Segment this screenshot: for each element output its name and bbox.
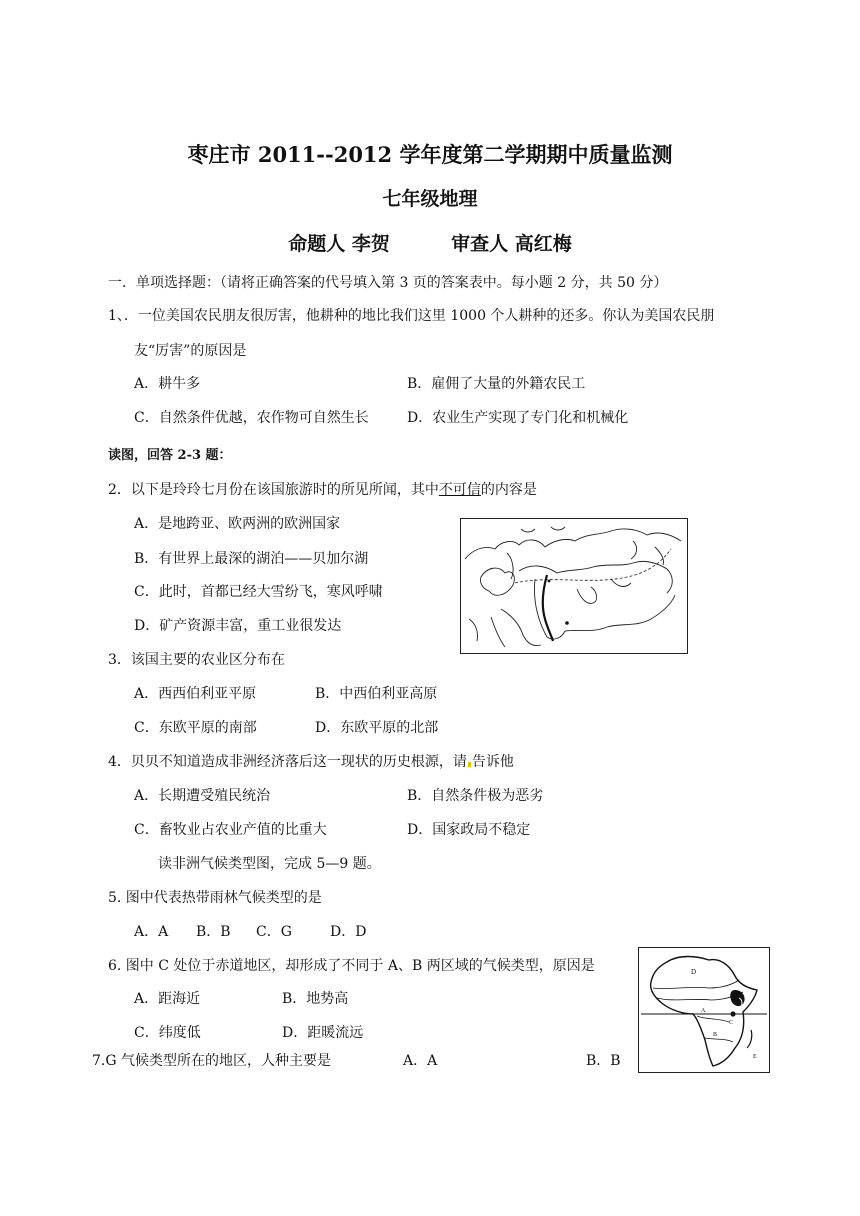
q4-stem-post: 告诉他 (471, 754, 514, 770)
q5-stem: 5. 图中代表热带雨林气候类型的是 (108, 890, 322, 906)
section-heading: 一．单项选择题：（请将正确答案的代号填入第 3 页的答案表中。每小题 2 分，共 50 分） (108, 275, 668, 291)
q4-stem (108, 752, 514, 772)
q3-option-b: B．中西伯利亚高原 (315, 686, 438, 702)
q2-option-b: B．有世界上最深的湖泊——贝加尔湖 (134, 551, 369, 567)
q6-option-d: D．距暖流远 (282, 1025, 364, 1041)
africa-climate-map-icon (639, 948, 769, 1072)
q2-stem-underlined: 不可信 (438, 482, 481, 498)
highlight-mark-icon (468, 762, 471, 767)
q4-option-b: B．自然条件极为恶劣 (407, 788, 544, 804)
q7-option-b: B．B (586, 1053, 621, 1069)
africa-label-d: D (691, 968, 697, 976)
exam-subtitle: 七年级地理 (382, 188, 478, 210)
africa-label-b: B (713, 1032, 718, 1038)
africa-label-c: C (729, 1020, 734, 1026)
q3-option-d: D．东欧平原的北部 (315, 720, 439, 736)
q2-option-a: A．是地跨亚、欧两洲的欧洲国家 (134, 516, 341, 532)
q1-option-d: D．农业生产实现了专门化和机械化 (407, 410, 629, 426)
q2-stem-pre: 2．以下是玲玲七月份在该国旅游时的所见所闻，其中 (108, 482, 439, 498)
q5-option-d: D．D (330, 924, 367, 940)
q4-option-d: D．国家政局不稳定 (407, 822, 531, 838)
q4-option-a: A．长期遭受殖民统治 (134, 788, 271, 804)
q4-stem-pre: 4．贝贝不知道造成非洲经济落后这一现状的历史根源，请 (108, 754, 467, 770)
exam-authors (0, 231, 860, 257)
russia-map-icon (461, 519, 687, 653)
q1-stem-line1: 1、．一位美国农民朋友很厉害，他耕种的地比我们这里 1000 个人耕种的还多。你认为美国农民朋 (108, 308, 715, 324)
q3-option-a: A．西西伯利亚平原 (134, 686, 257, 702)
q6-stem: 6. 图中 C 处位于赤道地区，却形成了不同于 A、B 两区域的气候类型，原因是 (108, 958, 595, 974)
exam-title: 枣庄市 2011--2012 学年度第二学期期中质量监测 (187, 142, 673, 167)
author-name: 李贺 (351, 233, 390, 255)
q4-option-c: C．畜牧业占农业产值的比重大 (134, 822, 327, 838)
q2-stem-post: 的内容是 (480, 482, 537, 498)
q3-option-c: C．东欧平原的南部 (134, 720, 257, 736)
q1-option-c: C．自然条件优越，农作物可自然生长 (134, 410, 369, 426)
q6-option-c: C．纬度低 (134, 1025, 201, 1041)
read-instruction-2-3: 读图，回答 2-3 题： (108, 448, 232, 463)
q6-option-a: A．距海近 (134, 991, 201, 1007)
q3-stem: 3．该国主要的农业区分布在 (108, 652, 285, 668)
q1-stem-line2: 友“厉害”的原因是 (134, 343, 247, 359)
q1-option-b: B．雇佣了大量的外籍农民工 (407, 376, 586, 392)
q7-stem: 7.G 气候类型所在的地区，人种主要是 (92, 1053, 331, 1069)
russia-map (460, 518, 688, 654)
q2-option-d: D．矿产资源丰富，重工业很发达 (134, 618, 342, 634)
q2-stem (108, 480, 537, 500)
africa-label-a: A (701, 1008, 706, 1014)
q5-option-b: B．B (196, 924, 231, 940)
africa-climate-map (638, 947, 770, 1073)
read-instruction-5-9: 读非洲气候类型图，完成 5—9 题。 (158, 856, 381, 872)
q6-option-b: B．地势高 (282, 991, 349, 1007)
q7-option-a: A．A (403, 1053, 438, 1069)
q5-option-a: A．A (134, 924, 169, 940)
africa-label-e: E (753, 1054, 757, 1060)
reviewer-name: 高红梅 (514, 233, 572, 255)
q5-option-c: C．G (256, 924, 292, 940)
q2-option-c: C．此时，首都已经大雪纷飞，寒风呼啸 (134, 584, 383, 600)
q1-option-a: A．耕牛多 (134, 376, 201, 392)
author-label: 命题人 (288, 233, 346, 255)
reviewer-label: 审查人 (451, 233, 509, 255)
